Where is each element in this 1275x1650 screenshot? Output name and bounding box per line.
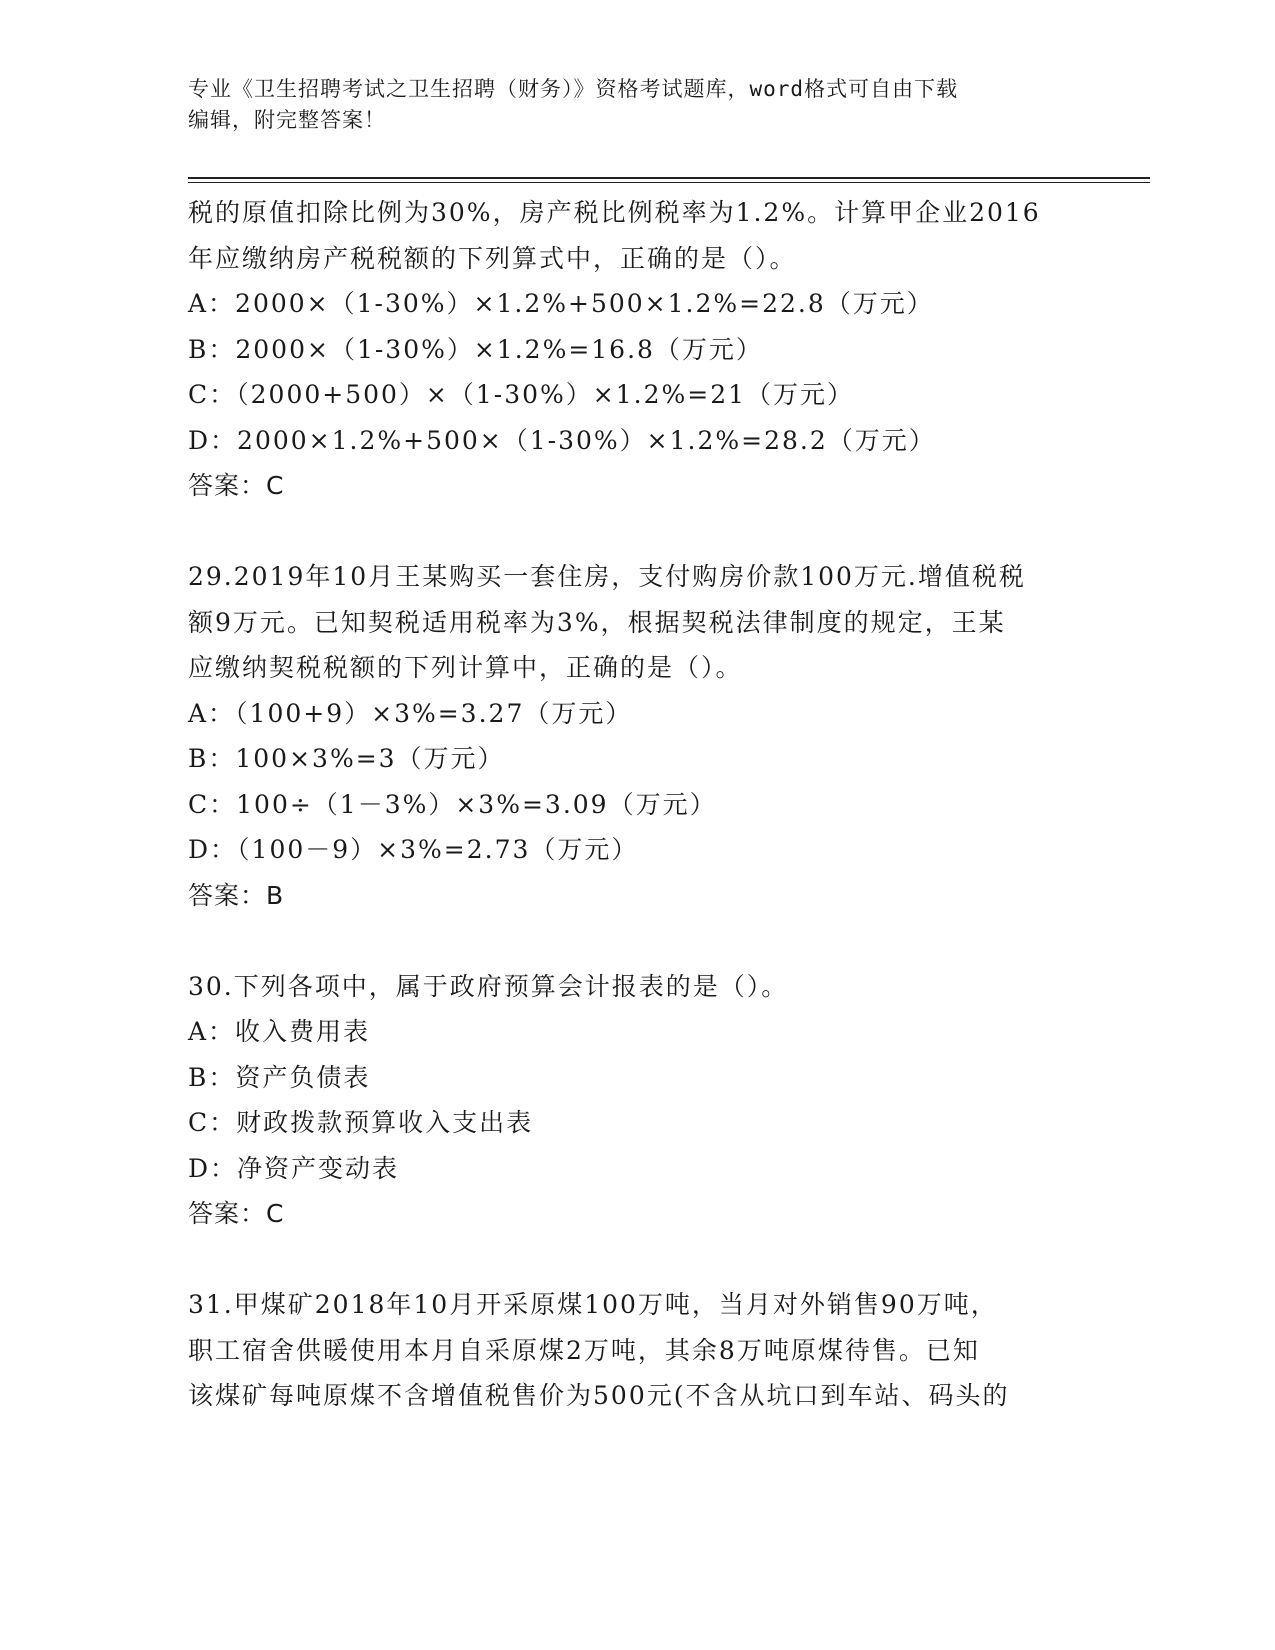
- question-stem-line: 职工宿舍供暖使用本月自采原煤2万吨，其余8万吨原煤待售。已知: [188, 1335, 980, 1365]
- question-stem-line: 税的原值扣除比例为30%，房产税比例税率为1.2%。计算甲企业2016: [188, 198, 1041, 227]
- question-stem-line: 30.下列各项中，属于政府预算会计报表的是（）。: [188, 971, 789, 1001]
- document-header: [188, 74, 1088, 136]
- document-body: [188, 190, 1088, 1419]
- header-line-1: 专业《卫生招聘考试之卫生招聘（财务）》资格考试题库，word格式可自由下载: [188, 77, 959, 101]
- option-b: B：100×3%=3（万元）: [188, 744, 505, 773]
- option-a: A：2000×（1-30%）×1.2%+500×1.2%=22.8（万元）: [188, 289, 934, 318]
- answer-line: 答案：C: [188, 1199, 285, 1228]
- spacer: [188, 918, 1088, 964]
- question-30: [188, 964, 1088, 1237]
- option-b: B：2000×（1-30%）×1.2%=16.8（万元）: [188, 334, 763, 364]
- question-stem-line: 年应缴纳房产税税额的下列算式中，正确的是（）。: [188, 243, 797, 273]
- question-stem-line: 应缴纳契税税额的下列计算中，正确的是（）。: [188, 653, 743, 682]
- header-divider: [188, 177, 1150, 183]
- option-c: C：100÷（1－3%）×3%=3.09（万元）: [188, 789, 717, 819]
- question-31: [188, 1282, 1088, 1419]
- option-d: D：（100－9）×3%=2.73（万元）: [188, 835, 639, 864]
- option-d: D：2000×1.2%+500×（1-30%）×1.2%=28.2（万元）: [188, 425, 936, 455]
- question-stem-line: 额9万元。已知契税适用税率为3%，根据契税法律制度的规定，王某: [188, 607, 1006, 637]
- question-stem-line: 29.2019年10月王某购买一套住房，支付购房价款100万元.增值税税: [188, 562, 1026, 591]
- answer-line: 答案：B: [188, 880, 285, 910]
- answer-line: 答案：C: [188, 471, 285, 500]
- option-a: A：收入费用表: [188, 1017, 371, 1046]
- spacer: [188, 1237, 1088, 1283]
- option-a: A：（100+9）×3%=3.27（万元）: [188, 698, 633, 728]
- question-28-continued: [188, 190, 1088, 509]
- header-line-2: 编辑，附完整答案！: [188, 108, 386, 132]
- question-stem-line: 31.甲煤矿2018年10月开采原煤100万吨，当月对外销售90万吨，: [188, 1290, 998, 1319]
- option-d: D：净资产变动表: [188, 1153, 400, 1183]
- spacer: [188, 509, 1088, 555]
- question-29: [188, 554, 1088, 918]
- option-c: C：财政拨款预算收入支出表: [188, 1108, 534, 1137]
- option-c: C：（2000+500）×（1-30%）×1.2%=21（万元）: [188, 380, 855, 409]
- option-b: B：资产负债表: [188, 1062, 371, 1092]
- question-stem-line: 该煤矿每吨原煤不含增值税售价为500元(不含从坑口到车站、码头的: [188, 1381, 1010, 1410]
